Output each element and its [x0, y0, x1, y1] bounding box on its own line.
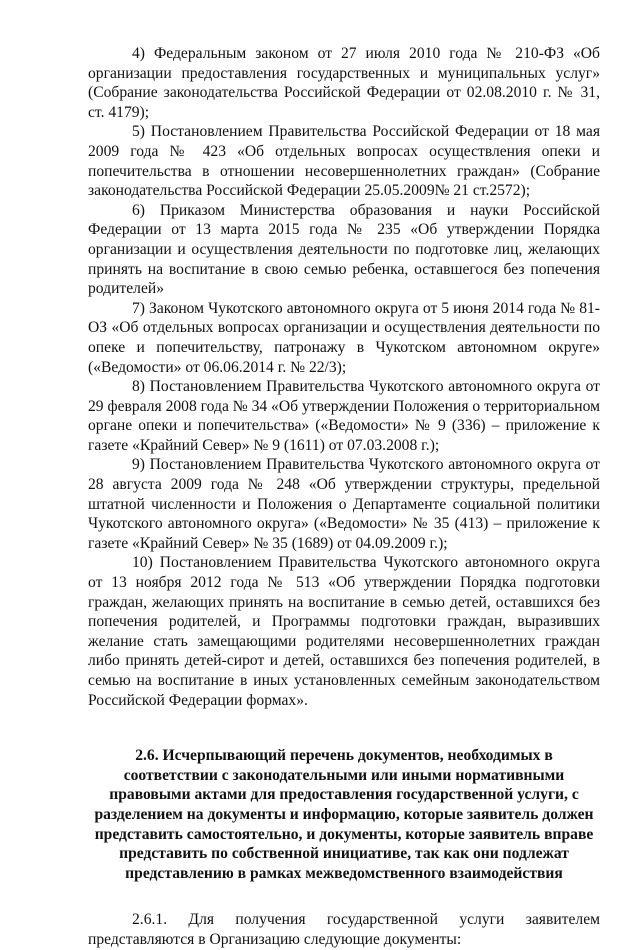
law-item-6: 6) Приказом Министерства образования и науки Российской Федерации от 13 марта 2015 года № 235 «Об утверждении Порядка организации и осуществления деятельности по подготовке лиц, желающих принять на воспитание в свою семью ребенка, оставшегося без попечения родителей» [88, 201, 600, 298]
section-2-6-1-paragraph: 2.6.1. Для получения государственной услуги заявителем представляются в Организацию следующие документы: [88, 911, 600, 948]
law-item-10: 10) Постановлением Правительства Чукотского автономного округа от 13 ноября 2012 года № 513 «Об утверждении Порядка подготовки граждан, желающих принять на воспитание в семью детей, оставшихся без попечения родителей, и Программы подготовки граждан, выразивших желание стать замещающими родителями несовершеннолетних граждан либо принять детей-сирот и детей, оставшихся без попечения родителей, в семью на воспитание в иных установленных семейным законодательством Российской Федерации формах». [88, 554, 600, 709]
law-item-5: 5) Постановлением Правительства Российской Федерации от 18 мая 2009 года № 423 «Об отдельных вопросах осуществления опеки и попечительства в отношении несовершеннолетних граждан» (Собрание законодательства Российской Федерации 25.05.2009№ 21 ст.2572); [88, 123, 600, 200]
law-item-4: 4) Федеральным законом от 27 июля 2010 года № 210-ФЗ «Об организации предоставления государственных и муниципальных услуг» (Собрание законодательства Российской Федерации от 02.08.2010 г. № 31, ст. 4179); [88, 45, 600, 121]
law-item-7: 7) Законом Чукотского автономного округа от 5 июня 2014 года № 81-ОЗ «Об отдельных вопросах организации и осуществления деятельности по опеке и попечительству, патронажу в Чукотском автономном округе» («Ведомости» от 06.06.2014 г. № 22/3); [88, 299, 600, 376]
law-item-8: 8) Постановлением Правительства Чукотского автономного округа от 29 февраля 2008 года № 34 «Об утверждении Положения о территориальном органе опеки и попечительства» («Ведомости» № 9 (336) – приложение к газете «Крайний Север» № 9 (1611) от 07.03.2008 г.); [88, 378, 600, 454]
section-heading: 2.6. Исчерпывающий перечень документов, необходимых в соответствии с законодательными или иными нормативными правовыми актами для предоставления государственной услуги, с разделением на документы и информацию, которые заявитель должен представить самостоятельно, и документы, которые заявитель вправе представить по собственной инициативе, так как они подлежат представлению в рамках межведомственного взаимодействия [94, 747, 594, 882]
document-page [88, 44, 600, 950]
law-item-9: 9) Постановлением Правительства Чукотского автономного округа от 28 августа 2009 года № 248 «Об утверждении структуры, предельной штатной численности и Положения о Департаменте социальной политики Чукотского автономного округа» («Ведомости» № 35 (413) – приложение к газете «Крайний Север» № 35 (1689) от 04.09.2009 г.); [88, 456, 600, 552]
